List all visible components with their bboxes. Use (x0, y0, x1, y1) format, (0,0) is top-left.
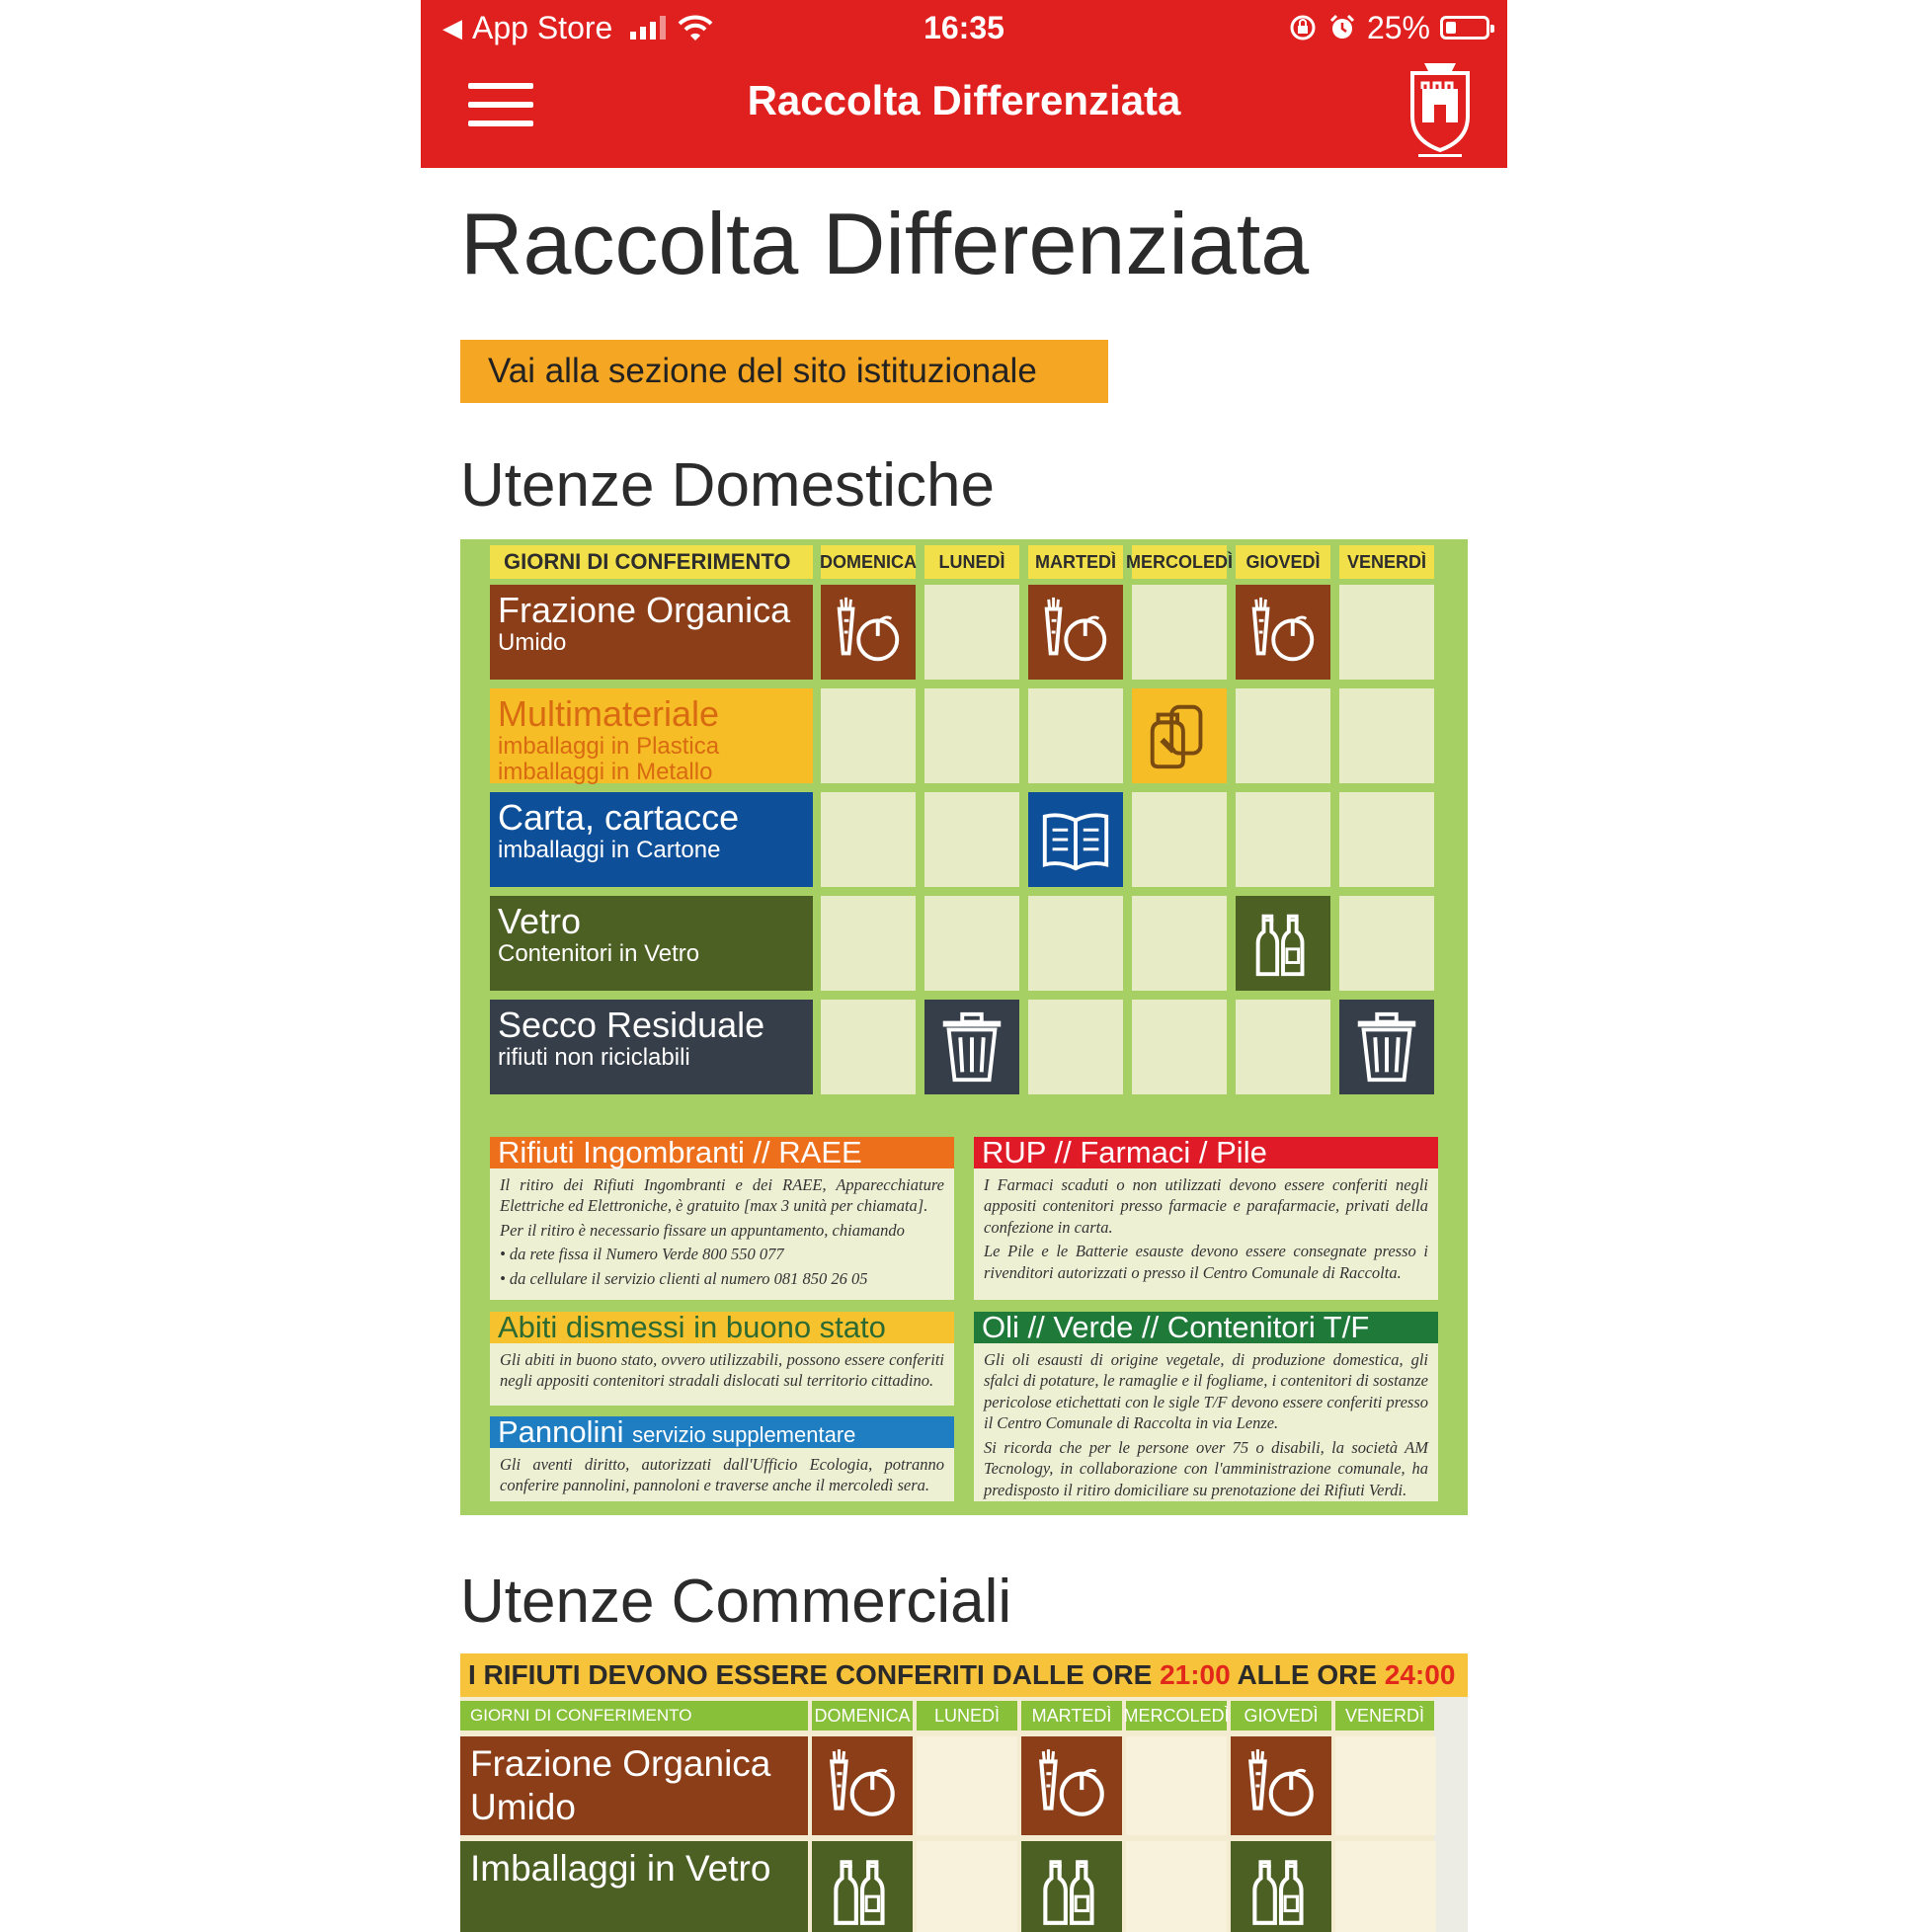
glass-icon (1031, 1850, 1112, 1931)
notice-line: • da cellulare il servizio clienti al numero 081 850 26 05 (500, 1268, 868, 1288)
empty-day-cell (924, 688, 1019, 783)
notice-bulky (490, 1137, 954, 1300)
empty-day-cell (1132, 896, 1227, 991)
category-title: Carta, cartacce (498, 797, 740, 838)
schedule-header-label: GIORNI DI CONFERIMENTO (490, 545, 813, 579)
empty-day-cell (1236, 1000, 1330, 1094)
day-header: DOMENICA (812, 1701, 913, 1731)
category-title: Multimateriale (498, 693, 720, 734)
empty-day-cell (1028, 1000, 1123, 1094)
collection-day-cell (812, 1841, 913, 1932)
notice-body (490, 1448, 954, 1505)
empty-day-cell (1028, 896, 1123, 991)
organic-icon (1245, 594, 1322, 671)
organic-icon (822, 1745, 903, 1826)
back-arrow-icon[interactable]: ◀ (442, 12, 462, 42)
category-subtitle: imballaggi in Cartone (498, 836, 721, 863)
category-subtitle: imballaggi in Plastica imballaggi in Metallo (498, 732, 720, 785)
notice-body (490, 1343, 954, 1401)
day-header: GIOVEDÌ (1236, 545, 1330, 579)
battery-icon (1440, 16, 1489, 40)
section-title-commercial: Utenze Commerciali (460, 1568, 1012, 1636)
status-time: 16:35 (924, 9, 1004, 45)
collection-day-cell (821, 585, 916, 680)
collection-day-cell (1132, 688, 1227, 783)
notice-line: Le Pile e le Batterie esauste devono essere consegnate presso i rivenditori autorizzati o presso il Centro Comunale di Raccolta. (984, 1242, 1428, 1282)
collection-day-cell (812, 1736, 913, 1835)
day-header: DOMENICA (821, 545, 916, 579)
empty-day-cell (924, 585, 1019, 680)
collection-day-cell (1021, 1841, 1122, 1932)
glass-icon (1241, 1850, 1322, 1931)
status-bar-right (1288, 6, 1489, 49)
collection-day-cell (1021, 1736, 1122, 1835)
category-label: Imballaggi in Vetro (460, 1841, 808, 1932)
category-label (490, 792, 813, 887)
empty-day-cell (1339, 688, 1434, 783)
notice-title: Oli // Verde // Contenitori T/F (974, 1312, 1438, 1343)
notice-body (974, 1343, 1438, 1509)
notice-title: Abiti dismessi in buono stato (490, 1312, 954, 1343)
category-subtitle: Contenitori in Vetro (498, 939, 700, 967)
notice-rup (974, 1137, 1438, 1300)
banner-time-from: 21:00 (1160, 1659, 1231, 1690)
collection-day-cell (1028, 585, 1123, 680)
day-header: LUNEDÌ (917, 1701, 1017, 1731)
domestic-schedule-poster (460, 539, 1468, 1515)
collection-day-cell (1231, 1841, 1331, 1932)
category-label (490, 585, 813, 680)
banner-middle: ALLE ORE (1237, 1659, 1377, 1690)
collection-day-cell (1236, 896, 1330, 991)
empty-day-cell (821, 896, 916, 991)
category-label: Frazione Organica Umido (460, 1736, 808, 1835)
notice-title: RUP // Farmaci / Pile (974, 1137, 1438, 1168)
trash-icon (933, 1008, 1010, 1086)
category-label (490, 1000, 813, 1094)
notice-line: Gli abiti in buono stato, ovvero utilizzabili, possono essere conferiti negli appositi contenitori stradali dislocati sul territorio cittadino. (500, 1350, 944, 1391)
empty-day-cell (1339, 585, 1434, 680)
app-header (421, 0, 1507, 168)
back-to-app-store[interactable]: App Store (472, 9, 613, 45)
organic-icon (1037, 594, 1114, 671)
commercial-schedule-poster (460, 1653, 1468, 1932)
notice-line: • da rete fissa il Numero Verde 800 550 077 (500, 1245, 784, 1264)
empty-day-cell (1132, 585, 1227, 680)
empty-day-cell (1132, 792, 1227, 887)
orientation-lock-icon (1288, 13, 1318, 42)
organic-icon (1031, 1745, 1112, 1826)
notice-line: Per il ritiro è necessario fissare un appuntamento, chiamando (500, 1220, 905, 1240)
notice-body (974, 1168, 1438, 1292)
notice-title (490, 1416, 954, 1448)
notice-line: I Farmaci scaduti o non utilizzati devono essere conferiti negli appositi contenitori presso farmacie e parafarmacie, privati della confezione in carta. (984, 1175, 1428, 1237)
category-subtitle: Umido (498, 628, 567, 656)
empty-day-cell (1335, 1841, 1436, 1932)
alarm-icon (1327, 13, 1357, 42)
notice-title-sub: servizio supplementare (632, 1422, 856, 1447)
institutional-site-button[interactable]: Vai alla sezione del sito istituzionale (460, 340, 1108, 403)
empty-day-cell (1132, 1000, 1227, 1094)
notice-title: Rifiuti Ingombranti // RAEE (490, 1137, 954, 1168)
phone-screen (421, 0, 1507, 1932)
notice-oils (974, 1312, 1438, 1501)
collection-day-cell (1236, 585, 1330, 680)
category-label (490, 688, 813, 783)
empty-day-cell (917, 1841, 1017, 1932)
glass-icon (1245, 905, 1322, 982)
banner-prefix: I RIFIUTI DEVONO ESSERE CONFERITI DALLE ORE (468, 1659, 1153, 1690)
empty-day-cell (821, 1000, 916, 1094)
empty-day-cell (1339, 792, 1434, 887)
banner-time-to: 24:00 (1384, 1659, 1456, 1690)
empty-day-cell (821, 792, 916, 887)
empty-day-cell (1126, 1841, 1227, 1932)
poster-edge (1434, 1697, 1468, 1932)
town-crest-icon (1405, 59, 1476, 162)
empty-day-cell (1339, 896, 1434, 991)
day-header: MERCOLEDÌ (1132, 545, 1227, 579)
category-label (490, 896, 813, 991)
page-title: Raccolta Differenziata (460, 195, 1310, 292)
glass-icon (822, 1850, 903, 1931)
day-header: MARTEDÌ (1028, 545, 1123, 579)
day-header: VENERDÌ (1335, 1701, 1434, 1731)
day-header: MARTEDÌ (1021, 1701, 1122, 1731)
paper-icon (1037, 801, 1114, 878)
notice-line: Gli oli esausti di origine vegetale, di produzione domestica, gli sfalci di potature, le ramaglie e il fogliame, i contenitori di sostanze pericolose etichettati con le sigle T/F devono essere conferiti presso il Centro Comunale di Raccolta in via Lenze. (984, 1350, 1428, 1433)
day-header: GIOVEDÌ (1231, 1701, 1331, 1731)
commercial-hours-banner (460, 1653, 1468, 1697)
trash-icon (1348, 1008, 1425, 1086)
collection-day-cell (1028, 792, 1123, 887)
notice-line: Gli aventi diritto, autorizzati dall'Ufficio Ecologia, potranno conferire pannolini, pannoloni e traverse anche il mercoledì sera. (500, 1455, 944, 1495)
section-title-domestic: Utenze Domestiche (460, 451, 996, 520)
empty-day-cell (821, 688, 916, 783)
day-header: MERCOLEDÌ (1126, 1701, 1227, 1731)
app-title: Raccolta Differenziata (747, 77, 1181, 123)
category-title: Secco Residuale (498, 1005, 765, 1045)
organic-icon (830, 594, 907, 671)
battery-percent: 25% (1366, 9, 1430, 45)
collection-day-cell (1339, 1000, 1434, 1094)
category-title: Vetro (498, 901, 582, 941)
collection-day-cell (1231, 1736, 1331, 1835)
empty-day-cell (1335, 1736, 1436, 1835)
collection-day-cell (924, 1000, 1019, 1094)
notice-clothes (490, 1312, 954, 1406)
category-subtitle: rifiuti non riciclabili (498, 1043, 690, 1071)
notice-diapers (490, 1416, 954, 1501)
empty-day-cell (1236, 792, 1330, 887)
schedule-header-label: GIORNI DI CONFERIMENTO (460, 1701, 808, 1731)
day-header: LUNEDÌ (924, 545, 1019, 579)
day-header: VENERDÌ (1339, 545, 1434, 579)
empty-day-cell (924, 896, 1019, 991)
empty-day-cell (917, 1736, 1017, 1835)
empty-day-cell (1236, 688, 1330, 783)
empty-day-cell (924, 792, 1019, 887)
multimaterial-icon (1141, 697, 1218, 774)
empty-day-cell (1028, 688, 1123, 783)
notice-line: Il ritiro dei Rifiuti Ingombranti e dei RAEE, Apparecchiature Elettriche ed Elettroniche, è gratuito [max 3 unità per chiamata]. (500, 1175, 944, 1216)
organic-icon (1241, 1745, 1322, 1826)
empty-day-cell (1126, 1736, 1227, 1835)
notice-title-main: Pannolini (498, 1414, 624, 1449)
category-title: Frazione Organica (498, 590, 791, 630)
notice-line: Si ricorda che per le persone over 75 o disabili, la società AM Tecnology, in collaborazione con l'amministrazione comunale, ha predisposto il ritiro domiciliare su prenotazione dei Rifiuti Verdi. (984, 1437, 1428, 1499)
notice-body (490, 1168, 954, 1298)
